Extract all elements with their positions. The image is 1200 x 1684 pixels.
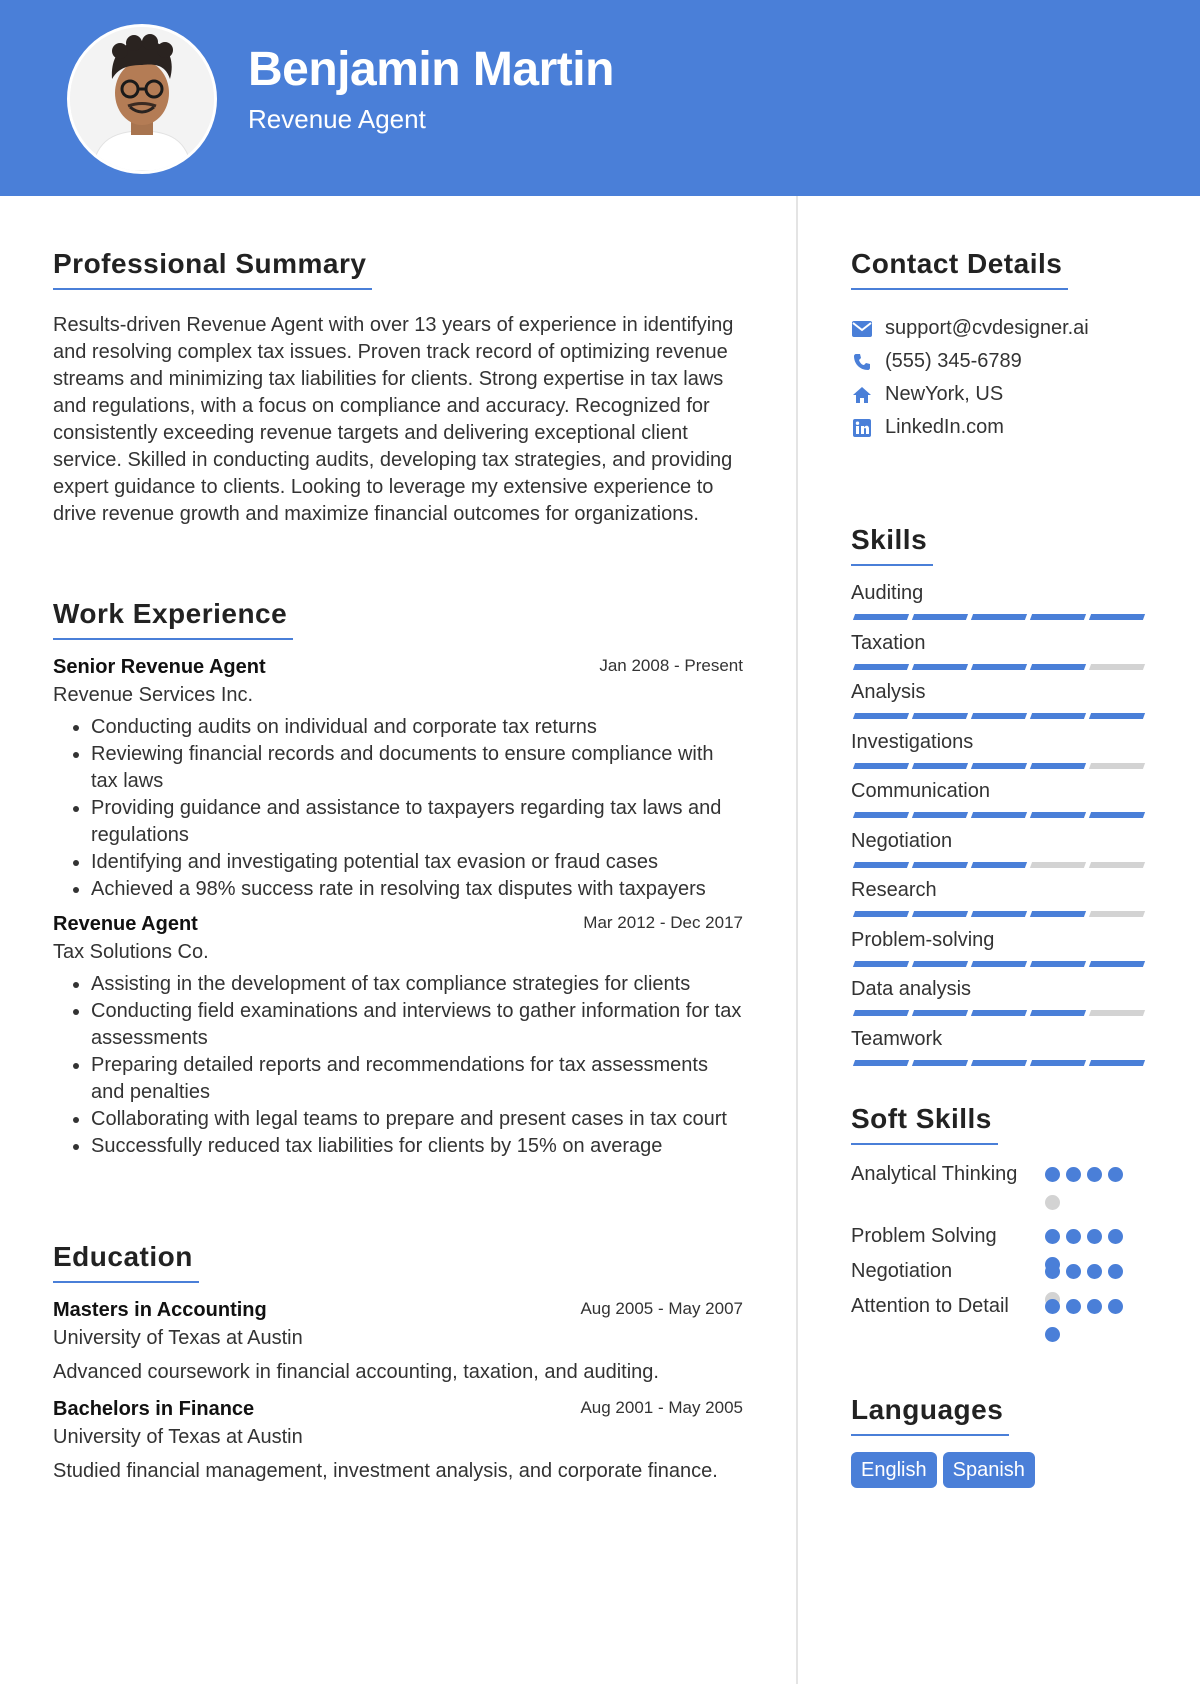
soft-skill-item — [851, 1161, 1151, 1223]
soft-skill-label: Analytical Thinking — [851, 1163, 1018, 1185]
skill-label: Auditing — [851, 582, 924, 604]
skills-section — [851, 524, 1151, 1077]
soft-skill-label: Problem Solving — [851, 1225, 997, 1247]
job-bullet: • Successfully reduced tax liabilities for clients by 15% on average — [91, 1133, 743, 1160]
skill-segment-filled — [912, 862, 968, 868]
envelope-icon — [851, 318, 873, 340]
job-entry — [53, 911, 743, 1160]
job-bullet: • Conducting audits on individual and corporate tax returns — [91, 714, 743, 741]
skill-segment-filled — [1089, 1060, 1145, 1066]
skills-list — [851, 582, 1151, 1077]
summary-heading: Professional Summary — [53, 248, 372, 290]
rating-dot-filled — [1108, 1167, 1123, 1182]
education-dates: Aug 2001 - May 2005 — [580, 1398, 743, 1417]
skill-item — [851, 978, 1151, 1028]
education-entry — [53, 1297, 743, 1386]
education-description: Advanced coursework in financial accounting, taxation, and auditing. — [53, 1361, 659, 1383]
skill-segment-empty — [1030, 862, 1086, 868]
degree-title: Bachelors in Finance — [53, 1398, 255, 1420]
job-title: Revenue Agent — [53, 913, 198, 935]
skill-segment-filled — [853, 664, 909, 670]
contact-linkedin-text: LinkedIn.com — [885, 416, 1004, 438]
skill-segment-filled — [971, 812, 1027, 818]
degree-title: Masters in Accounting — [53, 1299, 267, 1321]
candidate-title: Revenue Agent — [248, 104, 426, 134]
contact-email[interactable] — [851, 312, 1151, 345]
school-name: University of Texas at Austin — [53, 1327, 303, 1349]
skill-segment-filled — [971, 614, 1027, 620]
language-badge: Spanish — [943, 1452, 1035, 1488]
summary-section — [53, 248, 743, 528]
work-heading: Work Experience — [53, 598, 293, 640]
skill-segment-filled — [853, 713, 909, 719]
skill-label: Investigations — [851, 730, 974, 753]
skill-bar — [851, 812, 1147, 818]
skill-segment-filled — [1089, 614, 1145, 620]
contact-phone-text: (555) 345-6789 — [885, 350, 1022, 372]
job-header — [53, 911, 743, 939]
skill-bar — [851, 1060, 1147, 1066]
skill-bar — [851, 713, 1147, 719]
job-company: Tax Solutions Co. — [53, 941, 209, 963]
rating-dot-filled — [1066, 1229, 1081, 1244]
skill-segment-filled — [971, 664, 1027, 670]
rating-dot-filled — [1108, 1299, 1123, 1314]
contact-section — [851, 248, 1151, 444]
rating-dot-filled — [1045, 1327, 1060, 1342]
contact-phone[interactable] — [851, 345, 1151, 378]
column-divider — [796, 196, 798, 1684]
soft-skill-item — [851, 1293, 1151, 1355]
skill-segment-filled — [912, 1010, 968, 1016]
rating-dot-filled — [1066, 1299, 1081, 1314]
job-bullet: • Collaborating with legal teams to prepare and present cases in tax court — [91, 1106, 743, 1133]
school-name: University of Texas at Austin — [53, 1426, 303, 1448]
contact-heading: Contact Details — [851, 248, 1068, 290]
soft-skills-section — [851, 1103, 1151, 1355]
education-description: Studied financial management, investment analysis, and corporate finance. — [53, 1460, 718, 1482]
skill-segment-filled — [1089, 713, 1145, 719]
soft-skill-label: Attention to Detail — [851, 1295, 1009, 1317]
skill-segment-filled — [853, 763, 909, 769]
skill-label: Teamwork — [851, 1027, 943, 1050]
skill-label: Research — [851, 879, 937, 901]
skill-segment-empty — [1089, 862, 1145, 868]
skill-segment-filled — [1030, 1060, 1086, 1066]
job-bullets — [53, 971, 743, 1160]
job-bullet: • Providing guidance and assistance to taxpayers regarding tax laws and regulations — [91, 795, 743, 849]
education-heading: Education — [53, 1241, 199, 1283]
skill-segment-filled — [1030, 763, 1086, 769]
job-dates: Jan 2008 - Present — [599, 656, 743, 675]
linkedin-icon — [851, 417, 873, 439]
skill-bar — [851, 763, 1147, 769]
language-badge: English — [851, 1452, 937, 1488]
rating-dot-filled — [1045, 1299, 1060, 1314]
soft-skill-item — [851, 1223, 1151, 1258]
skill-segment-filled — [912, 911, 968, 917]
skill-segment-filled — [1030, 812, 1086, 818]
skill-item — [851, 929, 1151, 979]
skill-label: Communication — [851, 780, 990, 802]
skill-segment-filled — [971, 713, 1027, 719]
skill-segment-filled — [853, 911, 909, 917]
contact-email-text: support@cvdesigner.ai — [885, 317, 1089, 339]
skill-item — [851, 632, 1151, 682]
job-bullet: • Reviewing financial records and documents to ensure compliance with tax laws — [91, 741, 743, 795]
profile-photo — [70, 27, 214, 171]
education-header — [53, 1396, 743, 1424]
job-dates: Mar 2012 - Dec 2017 — [583, 913, 743, 932]
education-header — [53, 1297, 743, 1325]
skill-label: Analysis — [851, 681, 926, 703]
skill-label: Data analysis — [851, 978, 972, 1000]
skill-segment-filled — [1089, 812, 1145, 818]
header-banner — [0, 0, 1200, 196]
skill-segment-filled — [853, 1060, 909, 1066]
job-bullet: • Conducting field examinations and interviews to gather information for tax assessments — [91, 998, 743, 1052]
job-title: Senior Revenue Agent — [53, 656, 266, 678]
skill-segment-filled — [1030, 911, 1086, 917]
skill-item — [851, 731, 1151, 781]
skill-segment-filled — [971, 911, 1027, 917]
rating-dot-filled — [1087, 1167, 1102, 1182]
skill-label: Negotiation — [851, 829, 953, 852]
contact-location-text: NewYork, US — [885, 383, 1004, 405]
skill-segment-filled — [912, 713, 968, 719]
skills-heading: Skills — [851, 524, 933, 566]
skill-segment-filled — [912, 664, 968, 670]
skill-label: Taxation — [851, 631, 926, 654]
skill-segment-filled — [971, 1060, 1027, 1066]
rating-dot-filled — [1108, 1264, 1123, 1279]
skill-segment-filled — [853, 1010, 909, 1016]
job-bullet: • Assisting in the development of tax compliance strategies for clients — [91, 971, 743, 998]
skill-item — [851, 830, 1151, 880]
summary-text: Results-driven Revenue Agent with over 13 years of experience in identifying and resolving complex tax issues. Proven track record of optimizing revenue streams and minimizing tax liabilities for clients. Strong expertise in tax laws and regulations, with a focus on compliance and accuracy. Recognized for consistently exceeding revenue targets and delivering exceptional client service. Skilled in conducting audits, developing tax strategies, and providing expert guidance to clients. Looking to leverage my extensive experience to drive revenue growth and maximize financial outcomes for organizations. — [53, 314, 734, 525]
phone-icon — [851, 351, 873, 373]
education-entry — [53, 1396, 743, 1485]
candidate-name: Benjamin Martin — [248, 43, 614, 96]
contact-location — [851, 378, 1151, 411]
rating-dot-filled — [1108, 1229, 1123, 1244]
skill-segment-filled — [912, 812, 968, 818]
rating-dot-filled — [1066, 1167, 1081, 1182]
skill-segment-filled — [853, 812, 909, 818]
job-company: Revenue Services Inc. — [53, 684, 254, 706]
avatar — [67, 24, 217, 174]
skill-item — [851, 582, 1151, 632]
skill-item — [851, 780, 1151, 830]
skill-bar — [851, 961, 1147, 967]
soft-skills-heading: Soft Skills — [851, 1103, 998, 1145]
contact-linkedin[interactable] — [851, 411, 1151, 444]
work-section — [53, 598, 743, 1160]
skill-segment-filled — [1030, 664, 1086, 670]
skill-segment-filled — [912, 961, 968, 967]
skill-item — [851, 1028, 1151, 1078]
languages-heading: Languages — [851, 1394, 1009, 1436]
skill-bar — [851, 1010, 1147, 1016]
skill-segment-filled — [971, 862, 1027, 868]
languages-list — [851, 1452, 1151, 1488]
education-dates: Aug 2005 - May 2007 — [580, 1299, 743, 1318]
job-entry — [53, 654, 743, 903]
soft-skill-label: Negotiation — [851, 1260, 953, 1282]
skill-bar — [851, 911, 1147, 917]
rating-dot-filled — [1066, 1264, 1081, 1279]
skill-item — [851, 879, 1151, 929]
rating-dot-filled — [1045, 1229, 1060, 1244]
education-section — [53, 1241, 743, 1485]
soft-skills-list — [851, 1161, 1151, 1355]
job-header — [53, 654, 743, 682]
skill-segment-empty — [1089, 763, 1145, 769]
skill-label: Problem-solving — [851, 928, 995, 951]
skill-item — [851, 681, 1151, 731]
rating-dot-filled — [1087, 1229, 1102, 1244]
skill-segment-filled — [912, 763, 968, 769]
skill-segment-filled — [912, 1060, 968, 1066]
skill-bar — [851, 862, 1147, 868]
skill-segment-filled — [971, 961, 1027, 967]
rating-dot-filled — [1087, 1299, 1102, 1314]
skill-segment-filled — [1089, 961, 1145, 967]
job-bullet: • Preparing detailed reports and recommendations for tax assessments and penalties — [91, 1052, 743, 1106]
skill-segment-empty — [1089, 664, 1145, 670]
skill-segment-filled — [1030, 961, 1086, 967]
skill-segment-empty — [1089, 1010, 1145, 1016]
skill-segment-filled — [853, 862, 909, 868]
skill-segment-filled — [971, 1010, 1027, 1016]
job-bullets — [53, 714, 743, 903]
skill-segment-filled — [1030, 614, 1086, 620]
rating-dot-filled — [1045, 1264, 1060, 1279]
skill-bar — [851, 614, 1147, 620]
skill-segment-filled — [971, 763, 1027, 769]
skill-segment-filled — [1030, 713, 1086, 719]
languages-section — [851, 1394, 1151, 1488]
rating-dot-filled — [1087, 1264, 1102, 1279]
rating-dot-filled — [1045, 1167, 1060, 1182]
skill-segment-empty — [1089, 911, 1145, 917]
skill-segment-filled — [853, 961, 909, 967]
skill-segment-filled — [853, 614, 909, 620]
skill-bar — [851, 664, 1147, 670]
home-icon — [851, 384, 873, 406]
job-bullet: • Identifying and investigating potential tax evasion or fraud cases — [91, 849, 743, 876]
job-bullet: • Achieved a 98% success rate in resolving tax disputes with taxpayers — [91, 876, 743, 903]
rating-dot-empty — [1045, 1195, 1060, 1210]
soft-skill-item — [851, 1258, 1151, 1293]
skill-segment-filled — [1030, 1010, 1086, 1016]
skill-segment-filled — [912, 614, 968, 620]
contact-list — [851, 312, 1151, 444]
